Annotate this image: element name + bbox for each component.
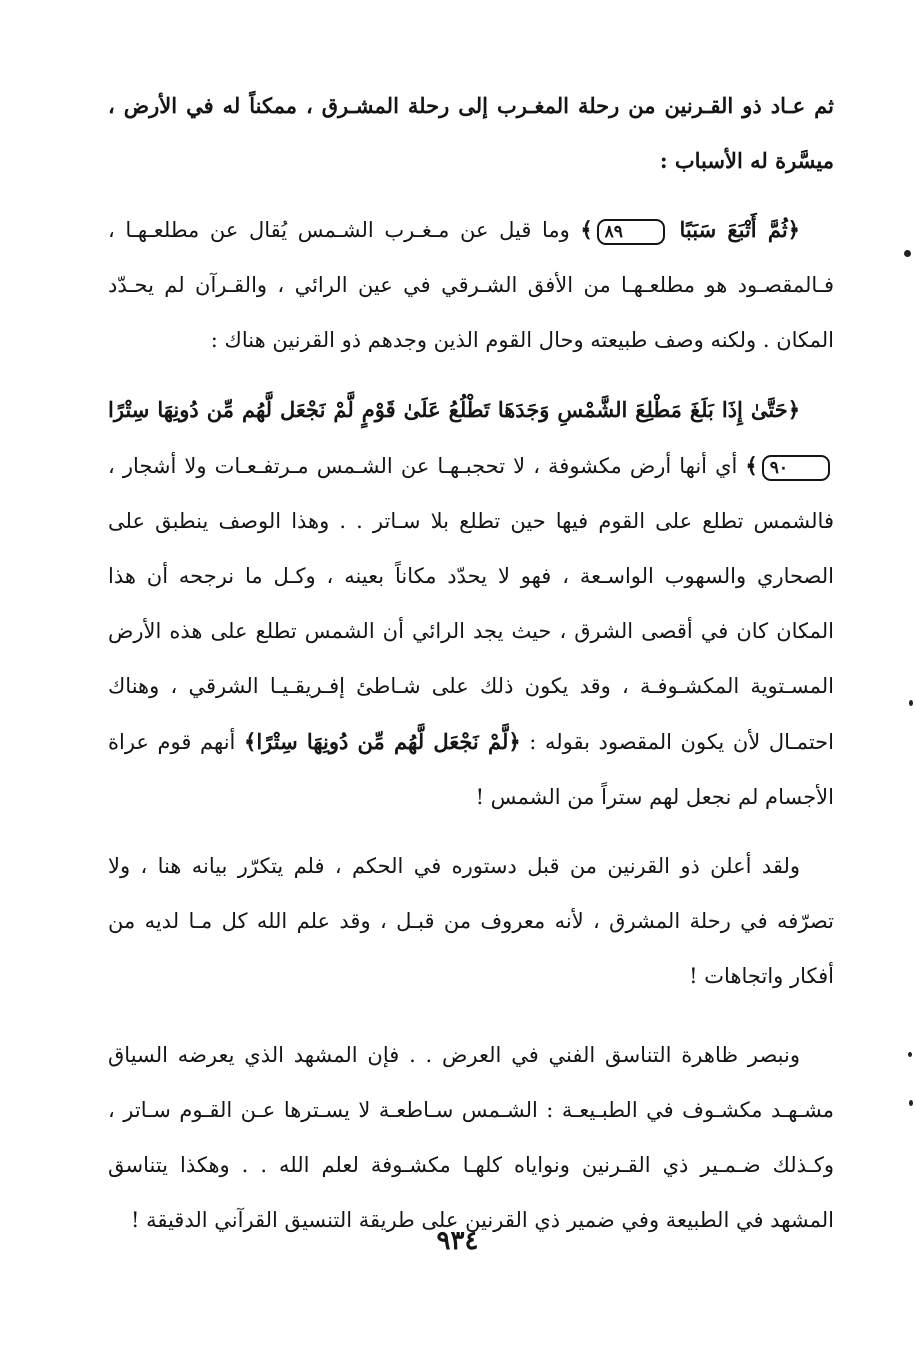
verse-89-paragraph <box>108 202 834 368</box>
intro-text: ثم عـاد ذو القـرنين من رحلة المغـرب إلى رحلة المشـرق ، ممكناً له في الأرض ، ميسَّرة له الأسباب : <box>108 93 834 173</box>
scan-speck <box>909 1100 913 1106</box>
ornate-bracket-close: ﴾ <box>745 453 758 478</box>
verse-90-paragraph <box>108 382 834 825</box>
paragraph-constitution-text: ولقد أعلن ذو القرنين من قبل دستوره في الحكم ، فلم يتكرّر بيانه هنا ، ولا تصرّفه في رحلة المشرق ، لأنه معروف من قبـل ، وقد علم الله كل مـا لديه من أفكار واتجاهات ! <box>108 854 834 988</box>
ornate-bracket-close: ﴾ <box>580 217 593 242</box>
page-number: ٩٣٤ <box>436 1226 479 1256</box>
ornate-bracket-close: ﴾ <box>244 729 257 754</box>
ornate-bracket-open: ﴿ <box>787 217 800 242</box>
paragraph-harmony <box>108 1028 834 1248</box>
scan-speck <box>904 250 911 257</box>
quran-verse-90-excerpt: لَّمْ نَجْعَل لَّهُم مِّن دُونِهَا سِتْرًا <box>256 729 509 754</box>
quran-verse-90: حَتَّىٰ إِذَا بَلَغَ مَطْلِعَ الشَّمْسِ وَجَدَهَا تَطْلُعُ عَلَىٰ قَوْمٍ لَّمْ نَجْعَل لَّهُم مِّن دُونِهَا سِتْرًا <box>108 397 788 422</box>
page-body <box>108 78 834 1248</box>
ornate-bracket-open: ﴿ <box>508 729 521 754</box>
quran-verse-89: ثُمَّ أَتْبَعَ سَبَبًا <box>679 217 788 242</box>
ornate-bracket-open: ﴿ <box>787 397 800 422</box>
verse-89-commentary: وما قيل عن مـغـرب الشـمس يُقال عن مطلعـهـا ، فـالمقصـود هو مطلعـهـا من الأفق الشـرقي في عين الرائي ، والقـرآن لم يحـدّد المكان . ولكنه وصف طبيعته وحال القوم الذين وجدهم ذو القرنين هناك : <box>108 218 834 352</box>
verse-90-commentary-2: أنهم قوم عراة الأجسام لم نجعل لهم ستراً من الشمس ! <box>108 730 834 809</box>
paragraph-constitution <box>108 839 834 1004</box>
verse-number-89: ٨٩ <box>597 219 665 245</box>
verse-number-90: ٩٠ <box>762 455 830 481</box>
scan-speck <box>908 1052 912 1057</box>
verse-90-commentary-1: أي أنها أرض مكشوفة ، لا تحجبـهـا عن الشـمس مـرتفـعـات ولا أشجار ، فالشمس تطلع على القوم فيها حين تطلع بلا سـاتر . . وهذا الوصف ينطبق على الصحاري والسهوب الواسـعة ، فهو لا يحدّد مكاناً بعينه ، وكـل ما نرجحه أن هذا المكان كان في أقصى الشرق ، حيث يجد الرائي أن الشمس تطلع على هذه الأرض المسـتوية المكشـوفـة ، وقد يكون ذلك على شـاطئ إفـريقـيـا الشرقي ، وهناك احتمـال لأن يكون المقصود بقوله : <box>108 454 834 754</box>
intro-paragraph <box>108 78 834 188</box>
paragraph-harmony-text: ونبصر ظاهرة التناسق الفني في العرض . . فإن المشهد الذي يعرضه السياق مشـهـد مكشـوف في الطبـيعـة : الشـمس سـاطعـة لا يسـترها عـن القـوم سـاتر ، وكـذلك ضـمـير ذي القـرنين ونواياه كلهـا مكشـوفة لعلم الله . . وهكذا يتناسق المشهد في الطبيعة وفي ضمير ذي القرنين على طريقة التنسيق القرآني الدقيقة ! <box>108 1043 834 1232</box>
scan-speck <box>909 700 913 706</box>
